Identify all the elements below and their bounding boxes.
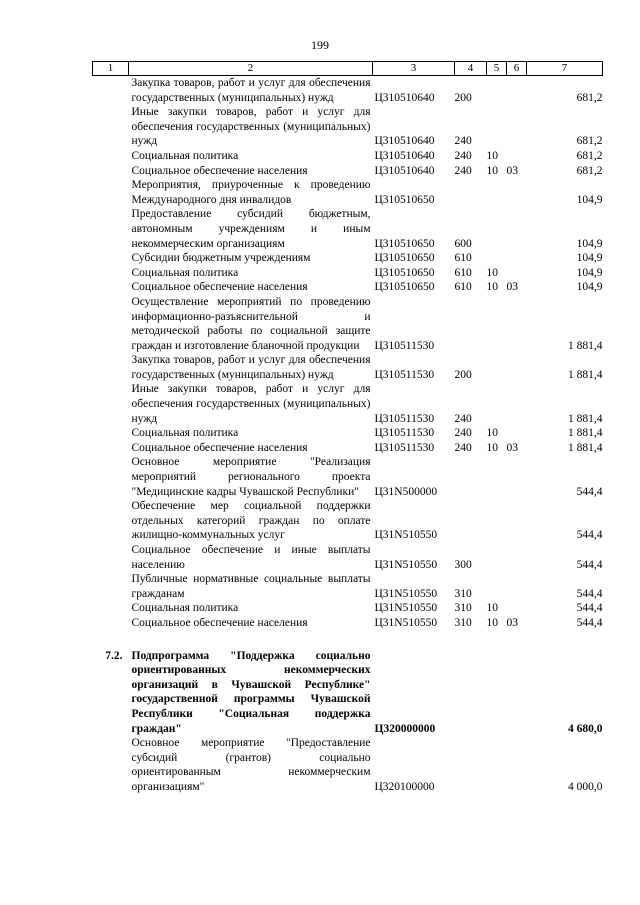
row-col4 [455, 736, 487, 794]
row-col4 [455, 499, 487, 543]
row-name: Социальная политика [131, 427, 239, 440]
row-code: Ц310511530 [374, 339, 435, 352]
row-col5: 10 [486, 427, 498, 440]
row-col4 [455, 295, 487, 353]
row-col6 [507, 382, 527, 426]
row-col5 [487, 572, 507, 601]
row-value: 544,4 [576, 616, 603, 629]
row-col6 [507, 543, 527, 572]
row-col5: 10 [486, 616, 498, 629]
row-value: 1 881,4 [568, 368, 603, 381]
row-col6: 03 [506, 164, 518, 177]
row-col6: 03 [506, 441, 518, 454]
header-col-5: 5 [487, 62, 507, 76]
row-col5 [487, 455, 507, 499]
row-name: Социальная политика [131, 602, 239, 615]
row-value: 681,2 [576, 164, 603, 177]
table-row [93, 280, 603, 295]
row-col4: 240 [454, 149, 472, 162]
row-number [93, 207, 129, 251]
row-number [93, 149, 129, 164]
row-col4 [455, 649, 487, 737]
row-col4: 240 [454, 412, 472, 425]
table-row [93, 441, 603, 456]
row-col5: 10 [486, 441, 498, 454]
row-value: 1 881,4 [568, 412, 603, 425]
row-number [93, 382, 129, 426]
row-value: 681,2 [576, 149, 603, 162]
row-number [93, 616, 129, 631]
row-code: Ц320100000 [374, 780, 435, 793]
row-name: Иные закупки товаров, работ и услуг для обеспечения государственных (муниципальных) нужд [131, 383, 371, 425]
table-row [93, 426, 603, 441]
row-name: Подпрограмма "Поддержка социально ориентированных некоммерческих организаций в Чувашской Республике" государственной программы Чувашской Республики "Социальная поддержка граждан" [131, 649, 371, 735]
row-name: Социальное обеспечение населения [131, 616, 308, 629]
row-col6 [507, 455, 527, 499]
row-col4: 200 [454, 368, 472, 381]
row-code: Ц31N510550 [374, 616, 438, 629]
row-code: Ц310510640 [374, 135, 435, 148]
row-col4: 610 [454, 252, 472, 265]
row-value: 1 881,4 [568, 441, 603, 454]
row-name: Социальная политика [131, 266, 239, 279]
row-name: Закупка товаров, работ и услуг для обеспечения государственных (муниципальных) нужд [131, 354, 371, 381]
row-col5: 10 [486, 149, 498, 162]
row-number: 7.2. [105, 649, 123, 662]
row-code: Ц31N510550 [374, 587, 438, 600]
table-row [93, 76, 603, 106]
row-col4 [455, 455, 487, 499]
row-col6 [507, 178, 527, 207]
row-name: Осуществление мероприятий по проведению информационно-разъяснительной и методической работы по социальной защите граждан и изготовление бланочной продукции [131, 295, 371, 352]
row-col6 [507, 572, 527, 601]
row-col5 [487, 295, 507, 353]
row-value: 104,9 [576, 266, 603, 279]
table-row [93, 572, 603, 601]
row-number [93, 76, 129, 106]
row-value: 104,9 [576, 193, 603, 206]
table-row [93, 149, 603, 164]
row-number [93, 353, 129, 382]
row-value: 104,9 [576, 281, 603, 294]
row-col5 [487, 207, 507, 251]
row-code: Ц310511530 [374, 412, 435, 425]
row-code: Ц310510650 [374, 193, 435, 206]
row-number [93, 736, 129, 794]
row-col4: 240 [454, 164, 472, 177]
header-col-7: 7 [527, 62, 603, 76]
row-number [93, 499, 129, 543]
row-col6: 03 [506, 281, 518, 294]
row-value: 1 881,4 [568, 339, 603, 352]
row-number [93, 426, 129, 441]
row-number [93, 164, 129, 179]
row-col5 [487, 105, 507, 149]
row-col5: 10 [486, 164, 498, 177]
row-code: Ц310510650 [374, 237, 435, 250]
row-name: Закупка товаров, работ и услуг для обеспечения государственных (муниципальных) нужд [131, 77, 371, 104]
table-row [93, 736, 603, 794]
row-name: Обеспечение мер социальной поддержки отдельных категорий граждан по оплате жилищно-коммунальных услуг [131, 500, 371, 542]
row-name: Социальная политика [131, 149, 239, 162]
row-code: Ц310510650 [374, 266, 435, 279]
row-col5 [487, 178, 507, 207]
row-code: Ц310510650 [374, 252, 435, 265]
row-value: 681,2 [576, 91, 603, 104]
row-value: 544,4 [576, 602, 603, 615]
row-number [93, 543, 129, 572]
table-row [93, 649, 603, 737]
row-name: Социальное обеспечение населения [131, 281, 308, 294]
row-name: Мероприятия, приуроченные к проведению Международного дня инвалидов [131, 179, 371, 206]
header-col-4: 4 [455, 62, 487, 76]
row-col6 [507, 649, 527, 737]
row-number [93, 572, 129, 601]
row-code: Ц31N510550 [374, 602, 438, 615]
row-code: Ц320000000 [374, 722, 436, 735]
table-row [93, 164, 603, 179]
row-code: Ц310511530 [374, 427, 435, 440]
spacer-row [93, 631, 603, 649]
row-col6 [507, 736, 527, 794]
row-name: Предоставление субсидий бюджетным, автономным учреждениям и иным некоммерческим организациям [131, 208, 371, 250]
table-header-row [93, 62, 603, 76]
row-name: Социальное обеспечение населения [131, 164, 308, 177]
table-row [93, 105, 603, 149]
row-value: 544,4 [576, 529, 603, 542]
row-col4: 200 [454, 91, 472, 104]
row-col4: 240 [454, 135, 472, 148]
row-col6 [507, 266, 527, 281]
row-code: Ц31N510550 [374, 529, 438, 542]
page-number: 199 [311, 38, 329, 52]
row-value: 104,9 [576, 237, 603, 250]
header-col-3: 3 [373, 62, 455, 76]
row-col6 [507, 601, 527, 616]
row-name: Иные закупки товаров, работ и услуг для обеспечения государственных (муниципальных) нужд [131, 106, 371, 148]
row-number [93, 601, 129, 616]
row-col4: 310 [454, 602, 472, 615]
row-number [93, 251, 129, 266]
row-code: Ц310511530 [374, 368, 435, 381]
row-number [93, 295, 129, 353]
row-col6 [507, 105, 527, 149]
row-col6 [507, 295, 527, 353]
row-code: Ц310510640 [374, 149, 435, 162]
table-row [93, 601, 603, 616]
table-row [93, 295, 603, 353]
row-col4: 310 [454, 616, 472, 629]
row-col4: 610 [454, 266, 472, 279]
row-col6 [507, 149, 527, 164]
row-col4: 610 [454, 281, 472, 294]
table-row [93, 499, 603, 543]
row-code: Ц310511530 [374, 441, 435, 454]
row-col5 [487, 543, 507, 572]
row-value: 681,2 [576, 135, 603, 148]
row-col4: 600 [454, 237, 472, 250]
row-col6 [507, 353, 527, 382]
row-value: 104,9 [576, 252, 603, 265]
row-number [93, 280, 129, 295]
row-col6 [507, 426, 527, 441]
row-col5 [487, 382, 507, 426]
table-row [93, 455, 603, 499]
row-col6 [507, 207, 527, 251]
row-number [93, 105, 129, 149]
header-col-1: 1 [93, 62, 129, 76]
table-row [93, 178, 603, 207]
row-col5: 10 [486, 266, 498, 279]
row-number [93, 441, 129, 456]
table-body [93, 76, 603, 795]
table-row [93, 616, 603, 631]
row-name: Основное мероприятие "Предоставление субсидий (грантов) социально ориентированным некоммерческим организациям" [131, 737, 371, 793]
row-col5: 10 [486, 602, 498, 615]
row-code: Ц310510640 [374, 91, 435, 104]
row-name: Социальное обеспечение и иные выплаты населению [131, 544, 371, 571]
row-col6: 03 [506, 616, 518, 629]
row-col5 [487, 499, 507, 543]
row-name: Социальное обеспечение населения [131, 441, 308, 454]
row-value: 1 881,4 [568, 427, 603, 440]
row-col5 [487, 76, 507, 106]
table-row [93, 251, 603, 266]
row-name: Субсидии бюджетным учреждениям [131, 252, 311, 265]
header-col-6: 6 [507, 62, 527, 76]
row-code: Ц310510650 [374, 281, 435, 294]
row-number [93, 266, 129, 281]
row-col5 [487, 251, 507, 266]
row-name: Публичные нормативные социальные выплаты гражданам [131, 573, 371, 600]
row-col5 [487, 649, 507, 737]
row-name: Основное мероприятие "Реализация мероприятий регионального проекта "Медицинские кадры Чувашской Республики" [131, 456, 371, 498]
table-row [93, 266, 603, 281]
row-value: 4 000,0 [568, 780, 603, 793]
row-value: 4 680,0 [568, 722, 603, 735]
row-number [93, 455, 129, 499]
row-col4: 300 [454, 558, 472, 571]
header-col-2: 2 [129, 62, 373, 76]
row-value: 544,4 [576, 558, 603, 571]
row-code: Ц310510640 [374, 164, 435, 177]
row-code: Ц31N510550 [374, 558, 438, 571]
row-code: Ц31N500000 [374, 485, 438, 498]
budget-table [92, 61, 603, 795]
row-col5 [487, 736, 507, 794]
row-col6 [507, 251, 527, 266]
row-col4 [455, 178, 487, 207]
table-row [93, 207, 603, 251]
table-row [93, 382, 603, 426]
row-col4: 310 [454, 587, 472, 600]
row-value: 544,4 [576, 485, 603, 498]
table-row [93, 543, 603, 572]
row-col4: 240 [454, 441, 472, 454]
row-col5: 10 [486, 281, 498, 294]
table-row [93, 353, 603, 382]
row-col6 [507, 76, 527, 106]
row-value: 544,4 [576, 587, 603, 600]
row-number [93, 178, 129, 207]
row-col6 [507, 499, 527, 543]
row-col5 [487, 353, 507, 382]
row-col4: 240 [454, 427, 472, 440]
